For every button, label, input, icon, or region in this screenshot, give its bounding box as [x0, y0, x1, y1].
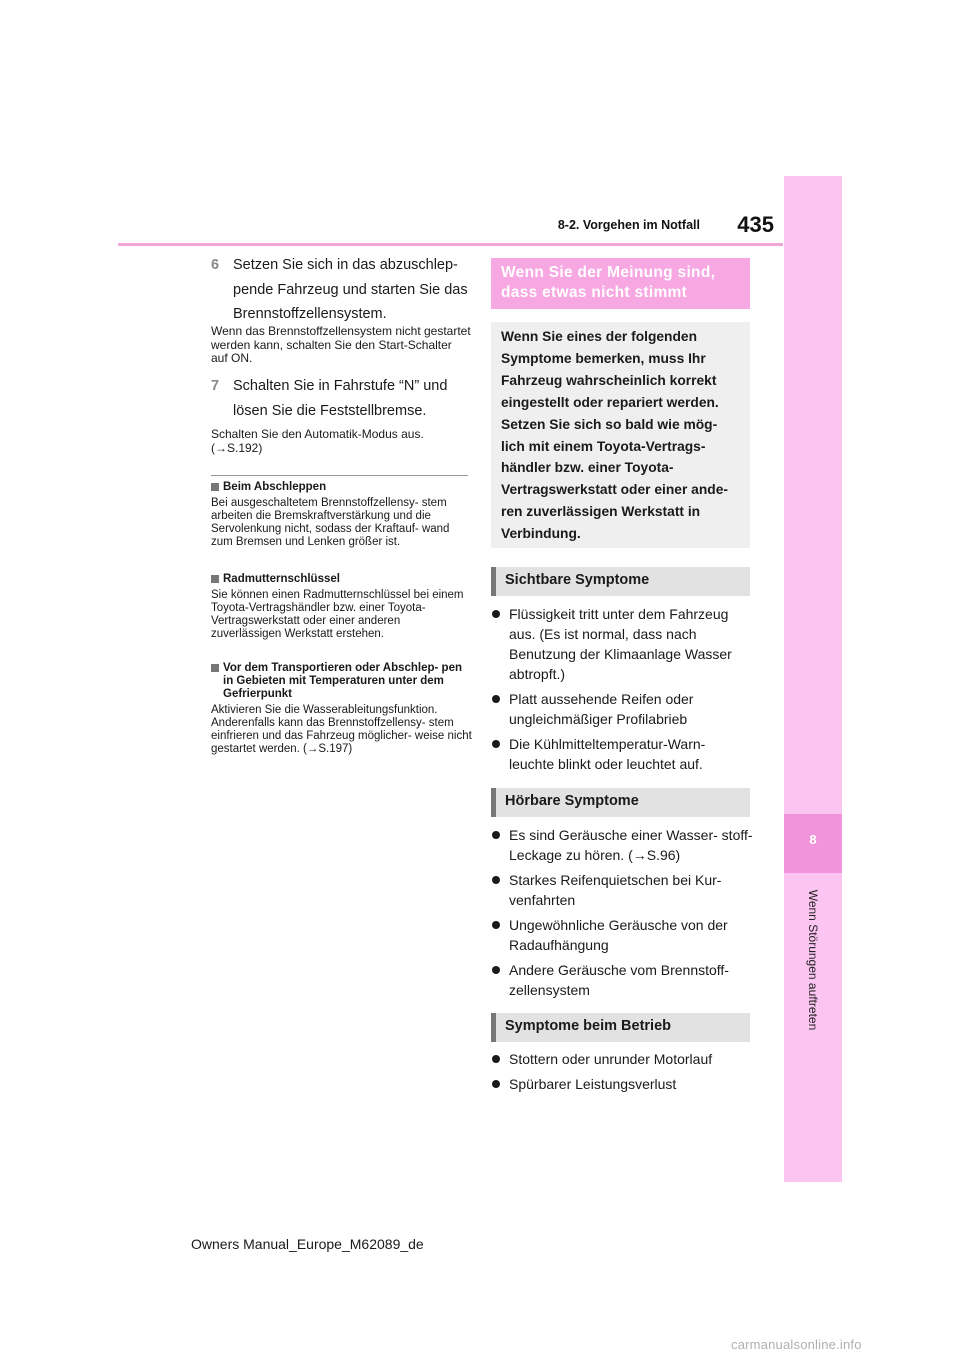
watermark: carmanualsonline.info	[731, 1337, 862, 1352]
visible-symptoms-list	[491, 604, 753, 779]
bullet-icon	[492, 610, 500, 618]
info-title: Beim Abschleppen	[211, 481, 473, 494]
square-bullet-icon	[211, 575, 219, 583]
operating-symptoms-list	[491, 1049, 753, 1099]
bullet-icon	[492, 876, 500, 884]
visible-symptoms-heading: Sichtbare Symptome	[491, 567, 750, 596]
list-item: Die Kühlmitteltemperatur-Warn- leuchte blinkt oder leuchtet auf.	[491, 734, 753, 774]
main-heading: Wenn Sie der Meinung sind, dass etwas nicht stimmt	[491, 258, 750, 309]
info-towing	[211, 481, 473, 549]
list-item: Es sind Geräusche einer Wasser- stoff-Leckage zu hören. (→S.96)	[491, 825, 753, 865]
info-freezing-transport	[211, 662, 473, 756]
info-body: Bei ausgeschaltetem Brennstoffzellensy- stem arbeiten die Bremskraftverstärkung und die Servolenkung nicht, sodass der Kraftauf- wand zum Bremsen und Lenken größer ist.	[211, 497, 450, 548]
chapter-title: Wenn Störungen auftreten	[806, 889, 820, 1031]
bullet-icon	[492, 1080, 500, 1088]
info-body: Aktivieren Sie die Wasserableitungsfunktion. Anderenfalls kann das Brennstoffzellensy- stem einfrieren und das Fahrzeug möglicher- weise nicht gestartet werden. (→S.197)	[211, 704, 472, 755]
operating-symptoms-heading: Symptome beim Betrieb	[491, 1013, 750, 1042]
chapter-side-tab	[784, 176, 842, 1182]
bullet-icon	[492, 695, 500, 703]
list-item: Starkes Reifenquietschen bei Kur- venfahrten	[491, 870, 753, 910]
square-bullet-icon	[211, 664, 219, 672]
list-item: Andere Geräusche vom Brennstoff- zellensystem	[491, 960, 753, 1000]
page-number: 435	[737, 212, 774, 237]
square-bullet-icon	[211, 483, 219, 491]
step-7-note: Schalten Sie den Automatik-Modus aus. (→S.192)	[211, 427, 424, 455]
bullet-icon	[492, 966, 500, 974]
section-label: 8-2. Vorgehen im Notfall	[557, 218, 700, 232]
header-divider	[118, 243, 783, 246]
list-item: Spürbarer Leistungsverlust	[491, 1074, 753, 1094]
info-lug-wrench	[211, 573, 473, 641]
footer-text: Owners Manual_Europe_M62089_de	[191, 1236, 424, 1252]
list-item: Platt aussehende Reifen oder ungleichmäßiger Profilabrieb	[491, 689, 753, 729]
audible-symptoms-list	[491, 825, 753, 1005]
list-item: Flüssigkeit tritt unter dem Fahrzeug aus. (Es ist normal, dass nach Benutzung der Klimaanlage Wasser abtropft.)	[491, 604, 753, 684]
step-text: Setzen Sie sich in das abzuschlep- pende Fahrzeug und starten Sie das Brennstoffzellensystem.	[233, 257, 468, 322]
step-text: Schalten Sie in Fahrstufe “N” und lösen Sie die Feststellbremse.	[233, 378, 448, 419]
step-7	[211, 374, 471, 423]
bullet-icon	[492, 921, 500, 929]
bullet-icon	[492, 1055, 500, 1063]
list-item: Ungewöhnliche Geräusche von der Radaufhängung	[491, 915, 753, 955]
info-body: Sie können einen Radmutternschlüssel bei einem Toyota-Vertragshändler bzw. einer Toyota-Vertragswerkstatt oder einer anderen zuverlässigen Werkstatt erstehen.	[211, 589, 464, 640]
chapter-number: 8	[809, 832, 817, 847]
column-divider	[211, 475, 468, 476]
step-number: 7	[211, 378, 220, 394]
bullet-icon	[492, 740, 500, 748]
info-title: Vor dem Transportieren oder Abschlep- pen in Gebieten mit Temperaturen unter dem Gefrierpunkt	[211, 662, 473, 701]
intro-box: Wenn Sie eines der folgenden Symptome bemerken, muss Ihr Fahrzeug wahrscheinlich korrekt eingestellt oder repariert werden. Setzen Sie sich so bald wie mög- lich mit einem Toyota-Vertrags- händler bzw. einer Toyota- Vertragswerkstatt oder einer ande- ren zuverlässigen Werkstatt in Verbindung.	[491, 322, 750, 548]
info-title: Radmutternschlüssel	[211, 573, 473, 586]
bullet-icon	[492, 831, 500, 839]
chapter-number-tab	[784, 814, 842, 873]
step-6	[211, 253, 471, 327]
step-number: 6	[211, 257, 220, 273]
audible-symptoms-heading: Hörbare Symptome	[491, 788, 750, 817]
list-item: Stottern oder unrunder Motorlauf	[491, 1049, 753, 1069]
step-6-note: Wenn das Brennstoffzellensystem nicht gestartet werden kann, schalten Sie den Start-Schalter auf ON.	[211, 324, 471, 365]
